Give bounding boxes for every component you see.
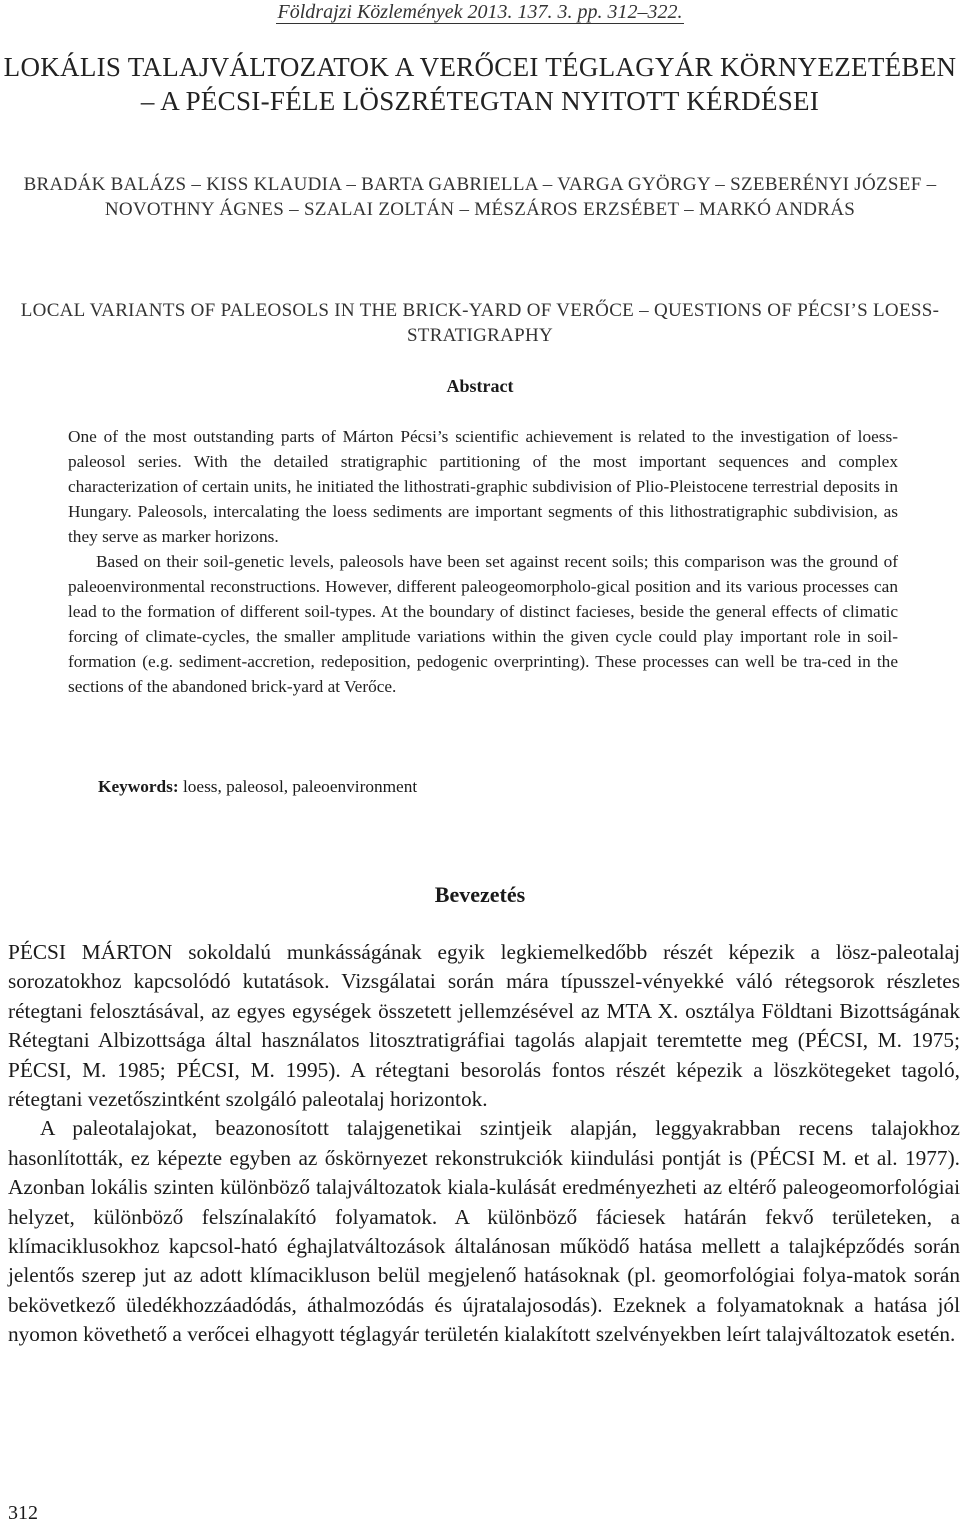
keywords-label: Keywords: — [98, 777, 179, 796]
journal-reference — [0, 0, 960, 24]
section-heading: Bevezetés — [434, 882, 526, 907]
journal-reference-text: Földrajzi Közlemények 2013. 137. 3. pp. 312–322. — [277, 1, 683, 23]
article-title: LOKÁLIS TALAJVÁLTOZATOK A VERŐCEI TÉGLAGYÁR KÖRNYEZETÉBEN – A PÉCSI-FÉLE LÖSZRÉTEGTAN NYITOTT KÉRDÉSEI — [3, 52, 957, 116]
english-title: LOCAL VARIANTS OF PALEOSOLS IN THE BRICK-YARD OF VERŐCE – QUESTIONS OF PÉCSI’S LOESS-STRATIGRAPHY — [20, 300, 940, 346]
body-text — [8, 938, 960, 1350]
keywords — [98, 774, 898, 799]
abstract-heading: Abstract — [446, 376, 514, 396]
body-paragraph: PÉCSI MÁRTON sokoldalú munkásságának egyik legkiemelkedőbb részét képezik a lösz-paleotalaj sorozatokhoz kapcsolódó kutatások. Vizsgálatai során mára típusszel-vényekké váló rétegsorok részletes rétegtani felosztásával, az egyes egységek összetett jellemzésével az MTA X. osztálya Földtani Bizottságának Rétegtani Albizottsága által használatos litosztratigráfiai tagolás alapjait teremtette meg (PÉCSI, M. 1975; PÉCSI, M. 1985; PÉCSI, M. 1995). A rétegtani besorolás fontos részét képezik a löszkötegeket tagoló, rétegtani vezetőszintként szolgáló paleotalaj horizontok. — [8, 940, 960, 1112]
abstract-paragraph: One of the most outstanding parts of Márton Pécsi’s scientific achievement is related to the investigation of loess-paleosol series. With the detailed stratigraphic partitioning of the most important sequences and complex characterization of certain units, he initiated the lithostrati-graphic subdivision of Plio-Pleistocene terrestrial deposits in Hungary. Paleosols, intercalating the loess sediments are important segments of this lithostratigraphic subdivision, as they serve as marker horizons. — [68, 427, 898, 546]
body-paragraph: A paleotalajokat, beazonosított talajgenetikai szintjeik alapján, leggyakrabban recens talajokhoz hasonlították, ez képezte egyben az őskörnyezet rekonstrukciók kiindulási pontját is (PÉCSI M. et al. 1977). Azonban lokális szinten különböző talajváltozatok kiala-kulását eredményezheti az eltérő paleogeomorfológiai helyzet, különböző felszínalakító folyamatok. A különböző fáciesek határán fekvő területeken, a klímaciklusokhoz kapcsol-ható éghajlatváltozások általánosan működő hatása mellett a talajképződés során jelentős szerep jut az adott klímacikluson belül megjelenő hatásoknak (pl. geomorfológiai folya-matok során bekövetkező üledékhozzáadódás, áthalmozódás és újratalajosodás). Ezeknek a folyamatoknak a hatása jól nyomon követhető a verőcei elhagyott téglagyár területén kialakított szelvényekben leírt talajváltozatok esetén. — [8, 1116, 960, 1347]
keywords-value: loess, paleosol, paleoenvironment — [178, 777, 418, 796]
abstract-paragraph: Based on their soil-genetic levels, paleosols have been set against recent soils; this comparison was the ground of paleoenvironmental reconstructions. However, different paleogeomorpholo-gical position and its various processes can lead to the formation of different soil-types. At the boundary of distinct facieses, beside the general effects of climatic forcing of climate-cycles, the smaller amplitude variations within the given cycle could play important role in soil-formation (e.g. sediment-accretion, redeposition, pedogenic overprinting). These processes can well be tra-ced in the sections of the abandoned brick-yard at Verőce. — [68, 552, 898, 696]
abstract-body — [68, 424, 898, 699]
page-number: 312 — [8, 1502, 38, 1524]
author-list: BRADÁK BALÁZS – KISS KLAUDIA – BARTA GABRIELLA – VARGA GYÖRGY – SZEBERÉNYI JÓZSEF – NOVOTHNY ÁGNES – SZALAI ZOLTÁN – MÉSZÁROS ERZSÉBET – MARKÓ ANDRÁS — [23, 174, 937, 220]
